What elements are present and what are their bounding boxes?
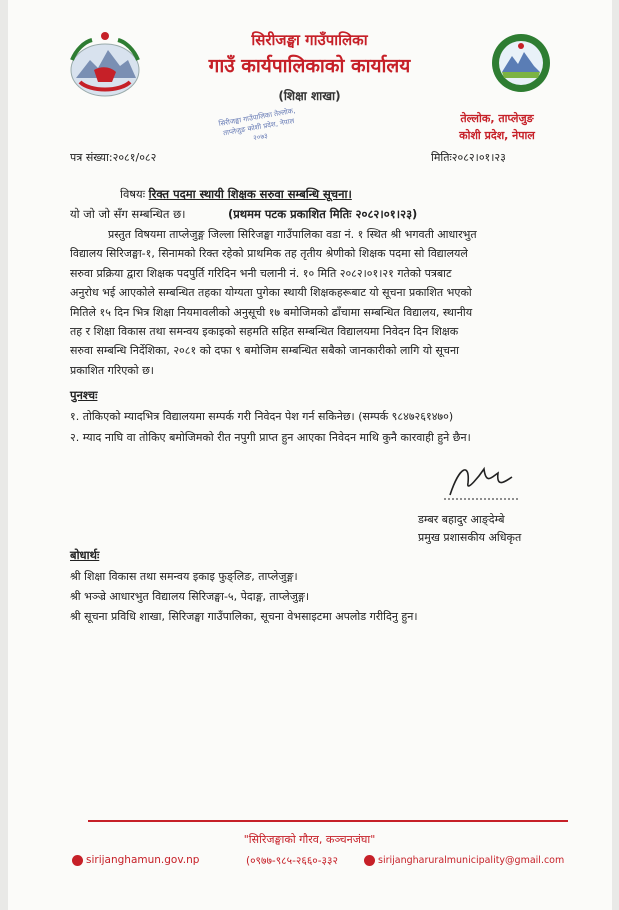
body-line: प्रकाशित गरिएको छ। — [70, 363, 154, 377]
signatory-name: डम्बर बहादुर आङ्देम्बे — [418, 513, 505, 526]
first-publish-date: (प्रथमम पटक प्रकाशित मितिः २०८२।०१।२३) — [228, 207, 418, 221]
website-text: sirijanghamun.gov.np — [86, 854, 200, 866]
cc-item: श्री भञ्ज्रे आधारभुत विद्यालय सिरिजङ्घा-५, पेदाङ्ग, ताप्लेजुङ्ग। — [70, 590, 309, 603]
cc-label: बोधार्थः — [70, 548, 100, 562]
footer-website[interactable] — [72, 854, 199, 866]
ps-item: १. तोकिएको म्यादभित्र विद्यालयमा सम्पर्क गरी निवेदन पेश गर्न सकिनेछ। (सम्पर्क ९८४७२६१४७०) — [70, 410, 454, 423]
body-line: प्रस्तुत विषयमा ताप्लेजुङ्ग जिल्ला सिरिजङ्घा गाउँपालिका वडा नं. १ स्थित श्री भगवती आधारभुत — [108, 228, 477, 241]
office-stamp: सिरीजङ्घा गाउँपालिका तेल्लोक, ताप्लेजुङ कोशी प्रदेश, नेपाल २०७३ — [218, 106, 296, 143]
signatory-title: प्रमुख प्रशासकीय अधिकृत — [418, 531, 522, 544]
ps-item: २. म्याद नाघि वा तोकिए बमोजिमको रीत नपुगी प्राप्त हुन आएका निवेदन माथि कुनै कारवाही हुने छैन। — [70, 431, 471, 444]
subject-text: रिक्त पदमा स्थायी शिक्षक सरुवा सम्बन्धि सूचना। — [148, 187, 352, 201]
letter-date: मितिः२०८२।०१।२३ — [431, 151, 506, 164]
ps-label: पुनश्चः — [70, 388, 98, 402]
subject-line — [120, 187, 352, 202]
salutation: यो जो जो सँग सम्बन्धित छ। — [70, 207, 186, 221]
office-title: गाउँ कार्यपालिकाको कार्यालय — [208, 55, 411, 77]
body-text — [70, 225, 552, 380]
body-line: विद्यालय सिरिजङ्घा-१, सिनामको रिक्त रहेको प्राथमिक तह तृतीय श्रेणीको शिक्षक पदमा सो विद्यालयले — [70, 247, 468, 261]
municipality-name: सिरीजङ्घा गाउँपालिका — [251, 31, 368, 49]
section-name: (शिक्षा शाखा) — [278, 89, 341, 103]
body-line: अनुरोध भई आएकोले सम्बन्धित तहका योग्यता पुगेका स्थायी शिक्षकहरूबाट यो सूचना प्रकाशित भएको — [70, 286, 472, 300]
footer-phone — [246, 854, 338, 868]
body-line: तह र शिक्षा विकास तथा समन्वय इकाइको सहमति सहित सम्बन्धित विद्यालयमा निवेदन दिन शिक्षक — [70, 325, 459, 339]
cc-item: श्री शिक्षा विकास तथा समन्वय इकाइ फुङ्लिङ, ताप्लेजुङ्ग। — [70, 570, 298, 583]
phone-text: (०९७७-९८५-२६६०-३३२ — [246, 855, 338, 867]
cc-item: श्री सूचना प्रविधि शाखा, सिरिजङ्घा गाउँपालिका, सूचना वेभसाइटमा अपलोड गरीदिनु हुन। — [70, 610, 418, 623]
body-line: सरुवा प्रक्रिया द्वारा शिक्षक पदपुर्ति गरिदिन भनी चलानी नं. १० मिति २०८२।०१।२१ गतेको पत्रबाट — [70, 266, 452, 280]
subject-label: विषयः — [120, 187, 146, 201]
email-text: sirijangharuralmunicipality@gmail.com — [378, 855, 565, 866]
footer-divider — [88, 820, 568, 822]
address-line-1: तेल्लोक, ताप्लेजुङ — [460, 112, 534, 125]
footer-motto: "सिरिजङ्घाको गौरव, कञ्चनजंघा" — [243, 833, 376, 846]
letter-number: पत्र संख्या:२०८१/०८२ — [70, 151, 157, 164]
body-line: मितिले १५ दिन भित्र शिक्षा नियमावलीको अनुसूची १७ बमोजिमको ढाँचामा सम्बन्धित विद्यालय, स्थानीय — [70, 305, 473, 319]
globe-icon — [72, 855, 83, 866]
mail-icon — [364, 855, 375, 866]
footer-email[interactable] — [364, 855, 564, 866]
signature — [440, 455, 520, 503]
address-line-2: कोशी प्रदेश, नेपाल — [459, 129, 535, 142]
body-line: सरुवा सम्बन्धि निर्देशिका, २०८१ को दफा ९ बमोजिम सम्बन्धित सबैको जानकारीको लागि यो सूचना — [70, 344, 459, 358]
